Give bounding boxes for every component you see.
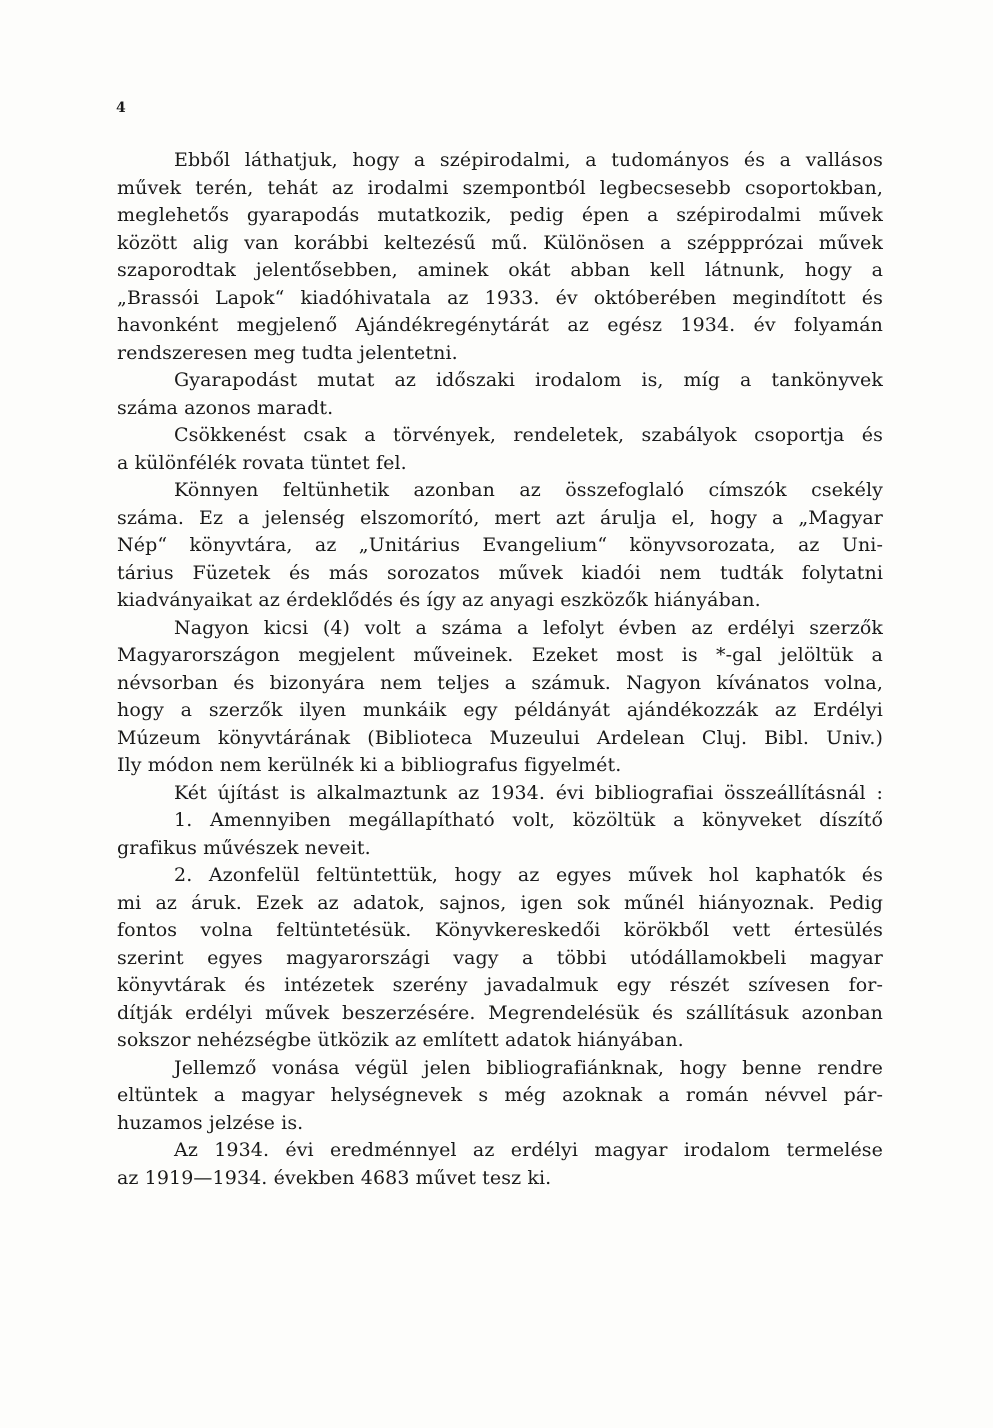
text-line: szerint egyes magyarországi vagy a többi utódállamokbeli magyar <box>117 946 883 969</box>
text-line: az 1919—1934. években 4683 művet tesz ki. <box>117 1166 552 1189</box>
text-line: „Brassói Lapok“ kiadóhivatala az 1933. év októberében megindított és <box>117 286 883 309</box>
text-line: rendszeresen meg tudta jelentetni. <box>117 341 458 364</box>
text-line: Gyarapodást mutat az időszaki irodalom is, míg a tankönyvek <box>174 369 883 391</box>
text-line: fontos volna feltüntetésük. Könyvkereskedői körökből vett értesülés <box>117 919 883 941</box>
text-line: Két újítást is alkalmaztunk az 1934. évi bibliografiai összeállításnál : <box>174 781 883 804</box>
text-line: Az 1934. évi eredménnyel az erdélyi magyar irodalom termelése <box>174 1139 883 1161</box>
text-line: Jellemző vonása végül jelen bibliografiánknak, hogy benne rendre <box>174 1056 883 1079</box>
text-line: könyvtárak és intézetek szerény javadalmuk egy részét szívesen for- <box>117 974 883 996</box>
text-line: száma. Ez a jelenség elszomorító, mert azt árulja el, hogy a „Magyar <box>117 506 883 529</box>
text-line: havonként megjelenő Ajándékregénytárát az egész 1934. év folyamán <box>117 314 883 336</box>
text-line: eltüntek a magyar helységnevek s még azoknak a román névvel pár- <box>117 1084 883 1106</box>
text-line: mi az áruk. Ezek az adatok, sajnos, igen sok műnél hiányoznak. Pedig <box>117 891 883 914</box>
text-line: Nagyon kicsi (4) volt a száma a lefolyt évben az erdélyi szerzők <box>174 616 883 639</box>
text-line: Nép“ könyvtára, az „Unitárius Evangelium“ könyvsorozata, az Uni- <box>117 534 883 556</box>
text-line: sokszor nehézségbe ütközik az említett adatok hiányában. <box>117 1029 684 1051</box>
text-line: tárius Füzetek és más sorozatos művek kiadói nem tudták folytatni <box>117 561 883 584</box>
text-line: 1. Amennyiben megállapítható volt, közöltük a könyveket díszítő <box>174 809 883 831</box>
text-line: 2. Azonfelül feltüntettük, hogy az egyes művek hol kaphatók és <box>174 864 883 886</box>
text-line: hogy a szerzők ilyen munkáik egy példányát ajándékozzák az Erdélyi <box>117 699 883 721</box>
text-line: Könnyen feltünhetik azonban az összefoglaló címszók csekély <box>174 479 883 501</box>
body-text <box>117 147 883 1192</box>
text-line: között alig van korábbi keltezésű mű. Különösen a széppprózai művek <box>117 231 883 254</box>
text-line: grafikus művészek neveit. <box>117 836 371 859</box>
text-line: szaporodtak jelentősebben, aminek okát abban kell látnunk, hogy a <box>117 259 883 281</box>
text-line: Múzeum könyvtárának (Biblioteca Muzeului Ardelean Cluj. Bibl. Univ.) <box>117 726 883 749</box>
text-line: művek terén, tehát az irodalmi szempontból legbecsesebb csoportokban, <box>117 176 883 199</box>
text-line: kiadványaikat az érdeklődés és így az anyagi eszközők hiányában. <box>117 589 761 611</box>
text-line: névsorban és bizonyára nem teljes a számuk. Nagyon kívánatos volna, <box>117 671 883 694</box>
text-line: meglehetős gyarapodás mutatkozik, pedig épen a szépirodalmi művek <box>117 204 883 226</box>
text-line: Csökkenést csak a törvények, rendeletek, szabályok csoportja és <box>174 424 883 446</box>
text-line: Magyarországon megjelent műveinek. Ezeket most is *-gal jelöltük a <box>117 644 883 666</box>
text-line: dítják erdélyi művek beszerzésére. Megrendelésük és szállításuk azonban <box>117 1001 883 1024</box>
text-line: Ebből láthatjuk, hogy a szépirodalmi, a tudományos és a vallásos <box>174 149 883 171</box>
text-line: száma azonos maradt. <box>117 396 334 419</box>
page-number: 4 <box>116 100 126 116</box>
text-line: huzamos jelzése is. <box>117 1111 304 1134</box>
text-line: Ily módon nem kerülnék ki a bibliografus figyelmét. <box>117 754 622 776</box>
text-line: a különfélék rovata tüntet fel. <box>117 451 407 474</box>
